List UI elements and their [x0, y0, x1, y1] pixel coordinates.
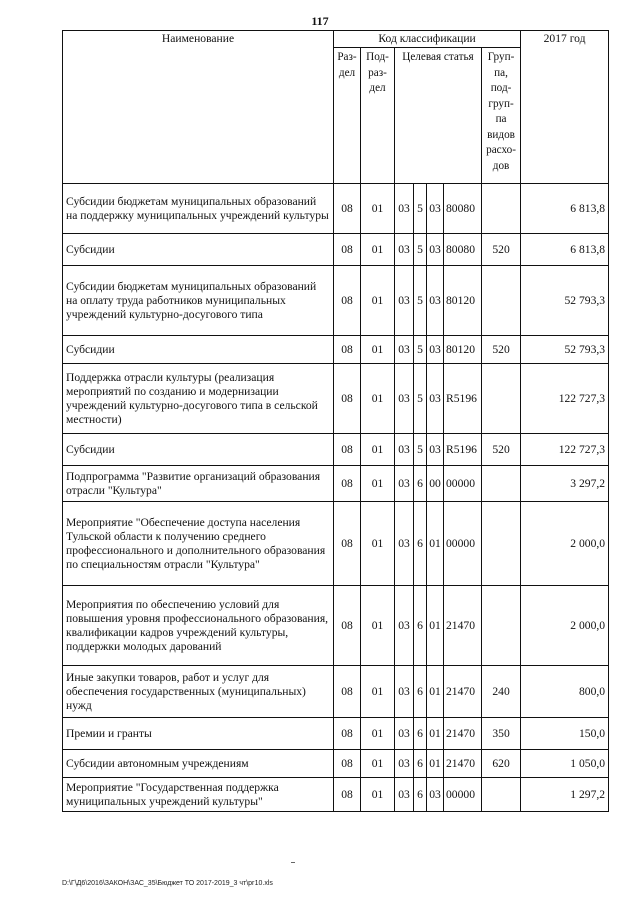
row-target-direction: 00000	[444, 466, 482, 502]
row-section: 08	[334, 750, 361, 778]
row-target-event: 03	[427, 266, 444, 336]
row-expense-group	[482, 184, 521, 234]
row-target-direction: 80120	[444, 266, 482, 336]
row-target-event: 01	[427, 666, 444, 718]
row-target-direction: 21470	[444, 718, 482, 750]
row-target-subprogram: 6	[414, 778, 427, 812]
table-body	[63, 184, 609, 812]
row-amount: 122 727,3	[521, 364, 609, 434]
row-target-direction: 80080	[444, 184, 482, 234]
row-expense-group: 240	[482, 666, 521, 718]
row-name: Поддержка отрасли культуры (реализация мероприятий по созданию и модернизации учреждений культурно-досугового типа в сельской местности)	[63, 364, 334, 434]
row-section: 08	[334, 718, 361, 750]
row-target-program: 03	[395, 466, 414, 502]
row-target-direction: 21470	[444, 750, 482, 778]
row-expense-group: 350	[482, 718, 521, 750]
scan-mark	[291, 862, 295, 863]
row-expense-group	[482, 266, 521, 336]
row-target-subprogram: 5	[414, 434, 427, 466]
row-amount: 6 813,8	[521, 184, 609, 234]
row-expense-group	[482, 466, 521, 502]
table-row	[63, 434, 609, 466]
row-subsection: 01	[361, 184, 395, 234]
row-name: Субсидии	[63, 336, 334, 364]
row-target-event: 03	[427, 336, 444, 364]
row-target-event: 03	[427, 434, 444, 466]
column-header-year: 2017 год	[521, 31, 609, 184]
table-row	[63, 586, 609, 666]
row-target-program: 03	[395, 434, 414, 466]
row-subsection: 01	[361, 586, 395, 666]
row-name: Мероприятие "Государственная поддержка муниципальных учреждений культуры"	[63, 778, 334, 812]
row-target-direction: 00000	[444, 502, 482, 586]
row-target-subprogram: 6	[414, 718, 427, 750]
row-target-program: 03	[395, 364, 414, 434]
row-target-subprogram: 6	[414, 466, 427, 502]
row-target-event: 00	[427, 466, 444, 502]
row-name: Субсидии	[63, 434, 334, 466]
row-target-event: 03	[427, 234, 444, 266]
row-target-subprogram: 6	[414, 666, 427, 718]
table-row	[63, 718, 609, 750]
row-target-event: 01	[427, 586, 444, 666]
row-target-direction: 80080	[444, 234, 482, 266]
row-target-program: 03	[395, 234, 414, 266]
row-target-event: 01	[427, 502, 444, 586]
row-amount: 2 000,0	[521, 502, 609, 586]
row-target-direction: 00000	[444, 778, 482, 812]
row-target-subprogram: 5	[414, 336, 427, 364]
column-header-subsection: Под- раз- дел	[361, 48, 395, 184]
row-target-program: 03	[395, 502, 414, 586]
row-amount: 122 727,3	[521, 434, 609, 466]
row-name: Подпрограмма "Развитие организаций образования отрасли "Культура"	[63, 466, 334, 502]
row-target-subprogram: 5	[414, 234, 427, 266]
row-expense-group	[482, 502, 521, 586]
table-row	[63, 778, 609, 812]
row-amount: 1 050,0	[521, 750, 609, 778]
table-row	[63, 336, 609, 364]
row-target-direction: 21470	[444, 666, 482, 718]
row-target-program: 03	[395, 586, 414, 666]
table-row	[63, 502, 609, 586]
table-row	[63, 666, 609, 718]
column-header-section: Раз- дел	[334, 48, 361, 184]
row-amount: 52 793,3	[521, 266, 609, 336]
row-name: Премии и гранты	[63, 718, 334, 750]
table-row	[63, 364, 609, 434]
row-amount: 150,0	[521, 718, 609, 750]
row-name: Иные закупки товаров, работ и услуг для обеспечения государственных (муниципальных) нужд	[63, 666, 334, 718]
row-section: 08	[334, 586, 361, 666]
row-target-subprogram: 6	[414, 586, 427, 666]
row-target-event: 03	[427, 778, 444, 812]
row-section: 08	[334, 434, 361, 466]
row-expense-group	[482, 586, 521, 666]
column-header-name: Наименование	[63, 31, 334, 184]
column-header-group: Груп- па, под- груп- па видов расхо- дов	[482, 48, 521, 184]
row-name: Субсидии	[63, 234, 334, 266]
row-amount: 1 297,2	[521, 778, 609, 812]
row-section: 08	[334, 234, 361, 266]
row-section: 08	[334, 778, 361, 812]
table-row	[63, 750, 609, 778]
row-target-subprogram: 5	[414, 266, 427, 336]
row-target-program: 03	[395, 336, 414, 364]
row-expense-group: 520	[482, 434, 521, 466]
row-section: 08	[334, 666, 361, 718]
table-row	[63, 466, 609, 502]
row-expense-group: 520	[482, 336, 521, 364]
table-row	[63, 184, 609, 234]
row-name: Мероприятие "Обеспечение доступа населения Тульской области к получению среднего профессионального и дополнительного образования по специальностям отрасли "Культура"	[63, 502, 334, 586]
row-target-subprogram: 5	[414, 184, 427, 234]
row-name: Субсидии бюджетам муниципальных образований на поддержку муниципальных учреждений культуры	[63, 184, 334, 234]
row-amount: 2 000,0	[521, 586, 609, 666]
row-target-subprogram: 5	[414, 364, 427, 434]
row-expense-group: 620	[482, 750, 521, 778]
row-subsection: 01	[361, 778, 395, 812]
row-target-event: 01	[427, 750, 444, 778]
row-target-program: 03	[395, 778, 414, 812]
row-subsection: 01	[361, 364, 395, 434]
row-subsection: 01	[361, 718, 395, 750]
row-target-direction: 80120	[444, 336, 482, 364]
row-name: Мероприятия по обеспечению условий для повышения уровня профессионального образования, квалификации кадров учреждений культуры, поддержки молодых дарований	[63, 586, 334, 666]
row-subsection: 01	[361, 750, 395, 778]
row-subsection: 01	[361, 502, 395, 586]
row-expense-group	[482, 364, 521, 434]
row-target-program: 03	[395, 750, 414, 778]
row-subsection: 01	[361, 336, 395, 364]
row-subsection: 01	[361, 434, 395, 466]
column-header-classification: Код классификации	[334, 31, 521, 48]
budget-table	[62, 30, 609, 812]
row-section: 08	[334, 502, 361, 586]
row-target-direction: 21470	[444, 586, 482, 666]
table-row	[63, 266, 609, 336]
footer-file-path: D:\Г\Д6\2016\ЗАКОН\ЗАС_35\Бюджет ТО 2017-2019_3 чт\рг10.xls	[62, 880, 273, 887]
row-amount: 6 813,8	[521, 234, 609, 266]
row-target-program: 03	[395, 718, 414, 750]
row-name: Субсидии бюджетам муниципальных образований на оплату труда работников муниципальных учреждений культурно-досугового типа	[63, 266, 334, 336]
row-subsection: 01	[361, 666, 395, 718]
table-row	[63, 234, 609, 266]
row-target-event: 01	[427, 718, 444, 750]
row-section: 08	[334, 336, 361, 364]
row-section: 08	[334, 266, 361, 336]
row-target-direction: R5196	[444, 364, 482, 434]
row-subsection: 01	[361, 266, 395, 336]
row-target-event: 03	[427, 364, 444, 434]
row-subsection: 01	[361, 234, 395, 266]
row-amount: 3 297,2	[521, 466, 609, 502]
row-target-subprogram: 6	[414, 750, 427, 778]
column-header-target-item: Целевая статья	[395, 48, 482, 184]
row-target-program: 03	[395, 266, 414, 336]
row-section: 08	[334, 364, 361, 434]
row-target-program: 03	[395, 184, 414, 234]
row-subsection: 01	[361, 466, 395, 502]
row-expense-group: 520	[482, 234, 521, 266]
row-section: 08	[334, 184, 361, 234]
row-target-program: 03	[395, 666, 414, 718]
row-target-event: 03	[427, 184, 444, 234]
row-amount: 52 793,3	[521, 336, 609, 364]
row-section: 08	[334, 466, 361, 502]
page-number: 117	[311, 14, 329, 28]
row-name: Субсидии автономным учреждениям	[63, 750, 334, 778]
row-target-subprogram: 6	[414, 502, 427, 586]
row-amount: 800,0	[521, 666, 609, 718]
row-expense-group	[482, 778, 521, 812]
row-target-direction: R5196	[444, 434, 482, 466]
